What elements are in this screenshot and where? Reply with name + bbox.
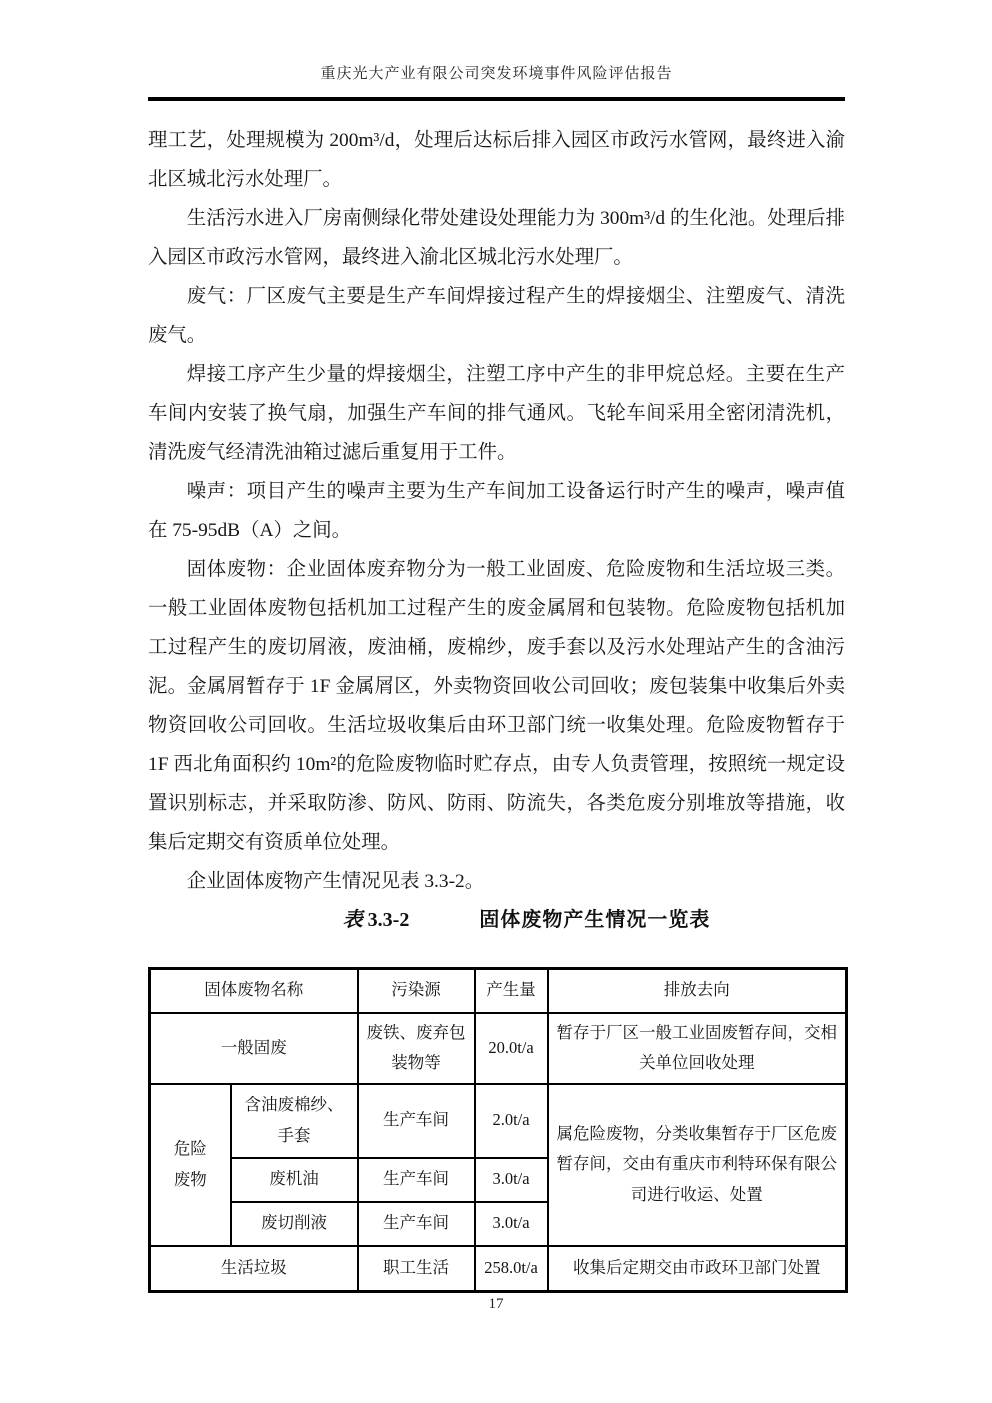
paragraph-4: 焊接工序产生少量的焊接烟尘，注塑工序中产生的非甲烷总烃。主要在生产车间内安装了换气扇，加强生产车间的排气通风。飞轮车间采用全密闭清洗机，清洗废气经清洗油箱过滤后重复用于工件。 bbox=[148, 364, 845, 463]
cell-general-source: 废铁、废弃包装物等 bbox=[358, 1013, 475, 1084]
header-title: 重庆光大产业有限公司突发环境事件风险评估报告 bbox=[320, 66, 673, 82]
cell-hazardous-2-name: 废机油 bbox=[231, 1158, 358, 1202]
cell-general-destination: 暂存于厂区一般工业固废暂存间，交相关单位回收处理 bbox=[548, 1013, 847, 1084]
page-number: 17 bbox=[488, 1296, 504, 1312]
cell-hazardous-destination: 属危险废物，分类收集暂存于厂区危废暂存间，交由有重庆市利特环保有限公司进行收运、处置 bbox=[548, 1084, 847, 1246]
cell-hazardous-1-source: 生产车间 bbox=[358, 1084, 475, 1158]
header-cell-source: 污染源 bbox=[358, 969, 475, 1013]
table-header-row bbox=[150, 969, 847, 1013]
cell-hazardous-2-source: 生产车间 bbox=[358, 1158, 475, 1202]
cell-hazardous-category bbox=[150, 1084, 231, 1246]
cell-general-name: 一般固废 bbox=[150, 1013, 358, 1084]
table-caption-title: 固体废物产生情况一览表 bbox=[479, 909, 711, 931]
table-row-domestic-waste bbox=[150, 1246, 847, 1292]
page-content bbox=[148, 101, 845, 1293]
table-caption-label: 表 bbox=[342, 909, 363, 931]
solid-waste-table bbox=[148, 967, 848, 1293]
cell-hazardous-1-amount: 2.0t/a bbox=[475, 1084, 548, 1158]
cell-hazardous-3-amount: 3.0t/a bbox=[475, 1202, 548, 1246]
paragraph-2: 生活污水进入厂房南侧绿化带处建设处理能力为 300m³/d 的生化池。处理后排入园区市政污水管网，最终进入渝北区城北污水处理厂。 bbox=[148, 208, 845, 268]
cell-domestic-amount: 258.0t/a bbox=[475, 1246, 548, 1292]
cell-general-amount: 20.0t/a bbox=[475, 1013, 548, 1084]
cell-hazardous-3-source: 生产车间 bbox=[358, 1202, 475, 1246]
cell-hazardous-3-name: 废切削液 bbox=[231, 1202, 358, 1246]
cell-domestic-name: 生活垃圾 bbox=[150, 1246, 358, 1292]
paragraph-5: 噪声：项目产生的噪声主要为生产车间加工设备运行时产生的噪声，噪声值在 75-95dB（A）之间。 bbox=[148, 481, 845, 541]
page-header bbox=[148, 0, 845, 101]
paragraph-1: 理工艺，处理规模为 200m³/d，处理后达标后排入园区市政污水管网，最终进入渝北区城北污水处理厂。 bbox=[148, 130, 845, 190]
header-cell-destination: 排放去向 bbox=[548, 969, 847, 1013]
table-caption bbox=[148, 905, 845, 935]
cell-domestic-source: 职工生活 bbox=[358, 1246, 475, 1292]
paragraph-6: 固体废物：企业固体废弃物分为一般工业固废、危险废物和生活垃圾三类。一般工业固体废物包括机加工过程产生的废金属屑和包装物。危险废物包括机加工过程产生的废切屑液，废油桶，废棉纱，废手套以及污水处理站产生的含油污泥。金属屑暂存于 1F 金属屑区，外卖物资回收公司回收；废包装集中收集后外卖物资回收公司回收。生活垃圾收集后由环卫部门统一收集处理。危险废物暂存于 1F 西北角面积约 10m²的危险废物临时贮存点，由专人负责管理，按照统一规定设置识别标志，并采取防渗、防风、防雨、防流失，各类危废分别堆放等措施，收集后定期交有资质单位处理。 bbox=[148, 559, 845, 853]
cell-domestic-destination: 收集后定期交由市政环卫部门处置 bbox=[548, 1246, 847, 1292]
paragraph-3: 废气：厂区废气主要是生产车间焊接过程产生的焊接烟尘、注塑废气、清洗废气。 bbox=[148, 286, 845, 346]
cell-hazardous-1-name: 含油废棉纱、手套 bbox=[231, 1084, 358, 1158]
header-cell-name: 固体废物名称 bbox=[150, 969, 358, 1013]
header-cell-amount: 产生量 bbox=[475, 969, 548, 1013]
hazardous-category-label: 危险废物 bbox=[173, 1139, 207, 1189]
cell-hazardous-2-amount: 3.0t/a bbox=[475, 1158, 548, 1202]
table-caption-number: 3.3-2 bbox=[367, 909, 410, 931]
paragraph-7: 企业固体废物产生情况见表 3.3-2。 bbox=[186, 871, 485, 892]
table-row-general-waste bbox=[150, 1013, 847, 1084]
table-row-hazardous-1 bbox=[150, 1084, 847, 1158]
